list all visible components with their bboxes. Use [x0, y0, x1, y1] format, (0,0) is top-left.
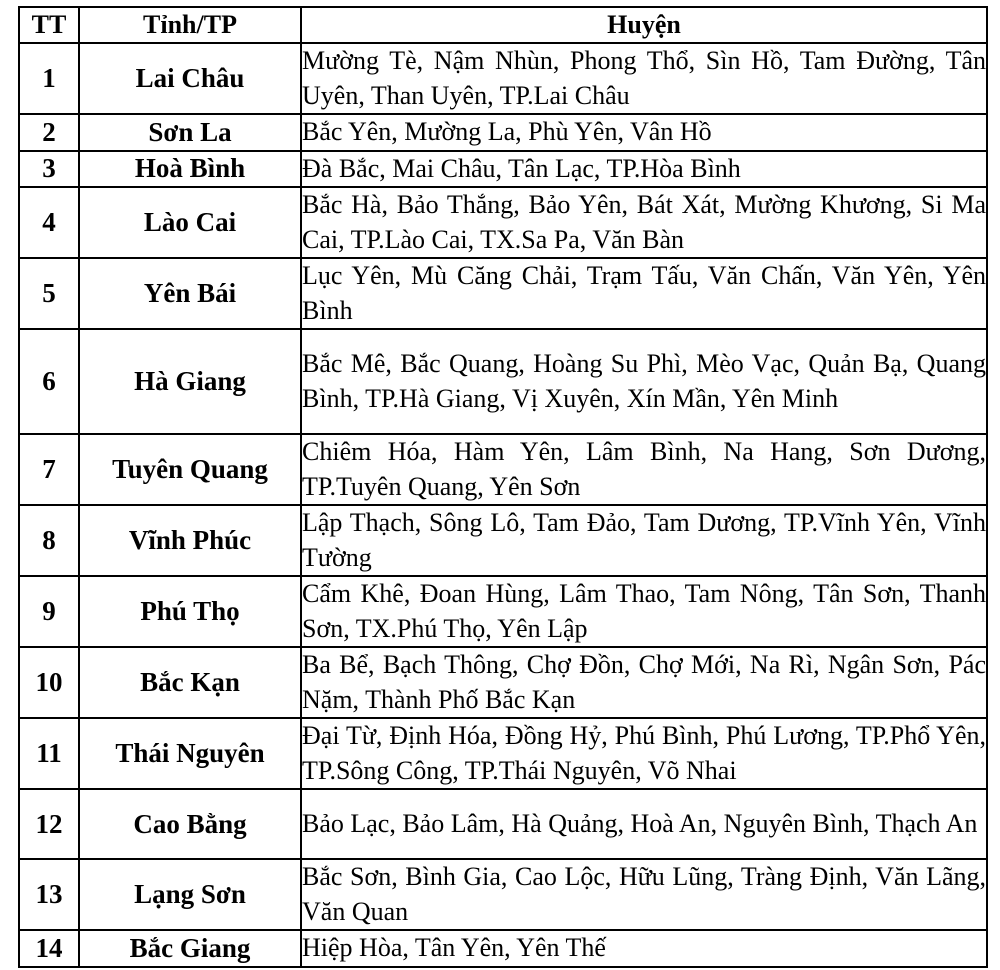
- district-list: Đại Từ, Định Hóa, Đồng Hỷ, Phú Bình, Phú Lương, TP.Phổ Yên, TP.Sông Công, TP.Thái Nguyên, Võ Nhai: [301, 718, 987, 789]
- table-row: [19, 434, 987, 505]
- province-name: Sơn La: [79, 114, 301, 151]
- district-list: Lục Yên, Mù Căng Chải, Trạm Tấu, Văn Chấn, Văn Yên, Yên Bình: [301, 258, 987, 329]
- table-row: [19, 505, 987, 576]
- province-name: Hà Giang: [79, 329, 301, 434]
- row-number: 3: [19, 151, 79, 188]
- table-row: [19, 576, 987, 647]
- table-row: [19, 789, 987, 859]
- district-table: [18, 6, 988, 968]
- table-row: [19, 114, 987, 151]
- table-row: [19, 329, 987, 434]
- district-list: Lập Thạch, Sông Lô, Tam Đảo, Tam Dương, TP.Vĩnh Yên, Vĩnh Tường: [301, 505, 987, 576]
- row-number: 1: [19, 43, 79, 114]
- table-row: [19, 187, 987, 258]
- header-province: Tỉnh/TP: [79, 7, 301, 43]
- district-list: Bắc Mê, Bắc Quang, Hoàng Su Phì, Mèo Vạc, Quản Bạ, Quang Bình, TP.Hà Giang, Vị Xuyên, Xín Mần, Yên Minh: [301, 329, 987, 434]
- header-row: [19, 7, 987, 43]
- district-list: Mường Tè, Nậm Nhùn, Phong Thổ, Sìn Hồ, Tam Đường, Tân Uyên, Than Uyên, TP.Lai Châu: [301, 43, 987, 114]
- province-name: Bắc Giang: [79, 930, 301, 967]
- table-row: [19, 859, 987, 930]
- province-name: Cao Bằng: [79, 789, 301, 859]
- province-name: Phú Thọ: [79, 576, 301, 647]
- province-name: Bắc Kạn: [79, 647, 301, 718]
- province-name: Lai Châu: [79, 43, 301, 114]
- province-name: Thái Nguyên: [79, 718, 301, 789]
- table-row: [19, 258, 987, 329]
- row-number: 7: [19, 434, 79, 505]
- header-tt: TT: [19, 7, 79, 43]
- row-number: 11: [19, 718, 79, 789]
- row-number: 4: [19, 187, 79, 258]
- table-row: [19, 930, 987, 967]
- district-list: Cẩm Khê, Đoan Hùng, Lâm Thao, Tam Nông, Tân Sơn, Thanh Sơn, TX.Phú Thọ, Yên Lập: [301, 576, 987, 647]
- district-list: Ba Bể, Bạch Thông, Chợ Đồn, Chợ Mới, Na Rì, Ngân Sơn, Pác Nặm, Thành Phố Bắc Kạn: [301, 647, 987, 718]
- table-row: [19, 151, 987, 188]
- row-number: 5: [19, 258, 79, 329]
- district-list: Chiêm Hóa, Hàm Yên, Lâm Bình, Na Hang, Sơn Dương, TP.Tuyên Quang, Yên Sơn: [301, 434, 987, 505]
- row-number: 9: [19, 576, 79, 647]
- province-name: Yên Bái: [79, 258, 301, 329]
- row-number: 13: [19, 859, 79, 930]
- province-name: Tuyên Quang: [79, 434, 301, 505]
- row-number: 2: [19, 114, 79, 151]
- table-row: [19, 718, 987, 789]
- district-list: Bắc Hà, Bảo Thắng, Bảo Yên, Bát Xát, Mường Khương, Si Ma Cai, TP.Lào Cai, TX.Sa Pa, Văn Bàn: [301, 187, 987, 258]
- row-number: 14: [19, 930, 79, 967]
- province-name: Lào Cai: [79, 187, 301, 258]
- district-list: Hiệp Hòa, Tân Yên, Yên Thế: [301, 930, 987, 967]
- district-list: Bắc Sơn, Bình Gia, Cao Lộc, Hữu Lũng, Tràng Định, Văn Lãng, Văn Quan: [301, 859, 987, 930]
- row-number: 10: [19, 647, 79, 718]
- province-name: Lạng Sơn: [79, 859, 301, 930]
- table-body: [19, 43, 987, 967]
- table-row: [19, 43, 987, 114]
- row-number: 12: [19, 789, 79, 859]
- province-name: Vĩnh Phúc: [79, 505, 301, 576]
- district-list: Bắc Yên, Mường La, Phù Yên, Vân Hồ: [301, 114, 987, 151]
- district-list: Đà Bắc, Mai Châu, Tân Lạc, TP.Hòa Bình: [301, 151, 987, 188]
- table-row: [19, 647, 987, 718]
- row-number: 8: [19, 505, 79, 576]
- province-name: Hoà Bình: [79, 151, 301, 188]
- district-list: Bảo Lạc, Bảo Lâm, Hà Quảng, Hoà An, Nguyên Bình, Thạch An: [301, 789, 987, 859]
- header-districts: Huyện: [301, 7, 987, 43]
- row-number: 6: [19, 329, 79, 434]
